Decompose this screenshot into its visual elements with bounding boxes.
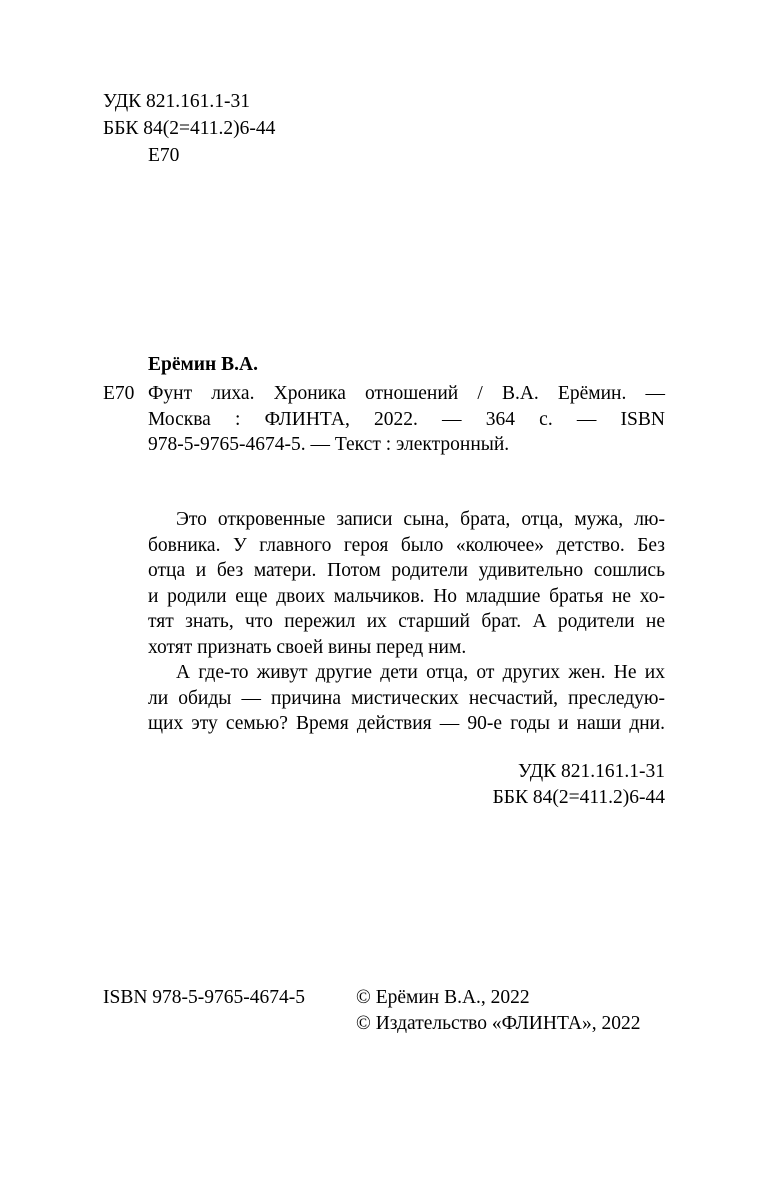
author-sign: Е70	[148, 145, 180, 166]
udk-code: УДК 821.161.1-31	[103, 91, 251, 112]
copyright-publisher: © Издательство «ФЛИНТА», 2022	[356, 1012, 641, 1034]
annotation-paragraph	[148, 507, 665, 660]
annotation-line: хотят признать своей вины перед ним.	[148, 636, 467, 658]
annotation-line: бовника. У главного героя было «колючее» детство. Без	[148, 534, 665, 556]
copyright-block	[356, 985, 640, 1036]
annotation-line: и родили еще двоих мальчиков. Но младшие братья не хо-	[148, 585, 665, 607]
bbk-code: ББК 84(2=411.2)6-44	[103, 118, 276, 139]
catalog-line: Москва : ФЛИНТА, 2022. — 364 с. — ISBN	[148, 408, 665, 430]
udk-code: УДК 821.161.1-31	[517, 761, 665, 782]
annotation-line: Это откровенные записи сына, брата, отца, мужа, лю-	[176, 509, 665, 530]
bbk-code: ББК 84(2=411.2)6-44	[492, 786, 665, 808]
catalog-line: Фунт лиха. Хроника отношений / В.А. Ерёмин. —	[148, 383, 665, 404]
annotation-line: щих эту семью? Время действия — 90-е годы и наши дни.	[148, 713, 665, 734]
catalog-description	[148, 381, 665, 458]
annotation-line: тят знать, что пережил их старший брат. А родители не	[148, 611, 665, 632]
author-name: Ерёмин В.А.	[148, 354, 258, 375]
copyright-author: © Ерёмин В.А., 2022	[356, 987, 530, 1008]
annotation	[148, 507, 665, 737]
isbn: ISBN 978-5-9765-4674-5	[103, 987, 306, 1008]
annotation-line: ли обиды — причина мистических несчастий, преследую-	[148, 687, 665, 709]
catalog-author-sign: Е70	[103, 383, 135, 404]
classification-block	[493, 759, 665, 810]
catalog-line: 978-5-9765-4674-5. — Текст : электронный.	[148, 434, 510, 455]
annotation-line: отца и без матери. Потом родители удивительно сошлись	[148, 560, 665, 581]
annotation-paragraph	[148, 660, 665, 737]
annotation-line: А где-то живут другие дети отца, от других жен. Не их	[176, 662, 665, 683]
